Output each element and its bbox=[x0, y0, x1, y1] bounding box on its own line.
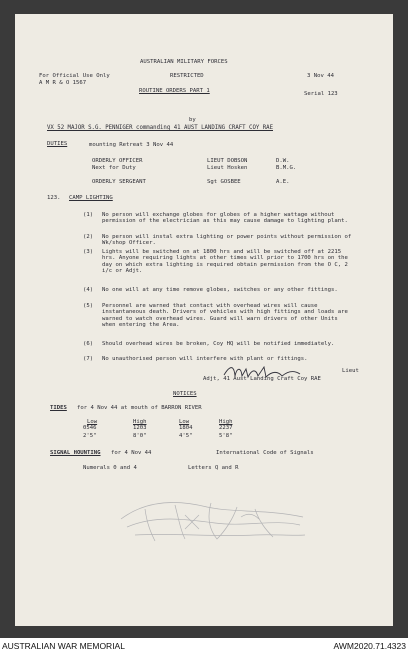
tide-height: 5'8" bbox=[219, 433, 233, 439]
item-number: (5) bbox=[83, 303, 94, 309]
tide-column-head: Low bbox=[87, 419, 98, 425]
faint-stamp-scribble bbox=[115, 489, 310, 549]
tide-height: 8'0" bbox=[133, 433, 147, 439]
duty-unit: D.W. bbox=[276, 158, 290, 164]
signal-letters: Letters Q and R bbox=[188, 465, 239, 471]
footer-institution: AUSTRALIAN WAR MEMORIAL bbox=[2, 641, 125, 651]
routine-orders-title: ROUTINE ORDERS PART 1 bbox=[139, 88, 210, 94]
duty-name: Lieut Hosken bbox=[207, 165, 248, 171]
duty-role: Next for Duty bbox=[92, 165, 136, 171]
duty-name: LIEUT DOBSON bbox=[207, 158, 248, 164]
signal-label: SIGNAL HOUNTING bbox=[50, 450, 101, 456]
item-number: (4) bbox=[83, 287, 94, 293]
signature-line: Adjt, 41 Aust Landing Craft Coy RAE bbox=[203, 376, 321, 382]
duties-heading: DUTIES bbox=[47, 141, 68, 147]
lighting-rule: No unauthorised person will interfere with plant or fittings. bbox=[102, 356, 308, 362]
lighting-rule: Should overhead wires be broken, Coy HQ will be notified immediately. bbox=[102, 341, 335, 347]
item-number: (7) bbox=[83, 356, 94, 362]
lighting-rule: Lights will be switched on at 1800 hrs and will be switched off at 2215 hrs. Anyone requiring lights at other times will prior to 1700 hrs on the day on which extra lighting is required obtain permission from the O C, 2 i/c or Adjt. bbox=[102, 249, 348, 275]
order-date: 3 Nov 44 bbox=[307, 73, 334, 79]
duty-name: Sgt GOSBEE bbox=[207, 179, 241, 185]
item-number: (1) bbox=[83, 212, 94, 218]
duty-unit: A.E. bbox=[276, 179, 290, 185]
notices-heading: NOTICES bbox=[173, 391, 197, 397]
lighting-rule: No one will at any time remove globes, switches or any other fittings. bbox=[102, 287, 338, 293]
commander-line: VX 52 MAJOR S.G. PENNIGER commanding 41 AUST LANDING CRAFT COY RAE bbox=[47, 125, 273, 131]
lighting-rule: Personnel are warned that contact with overhead wires will cause instantaneous death. Drivers of vehicles with high fittings and loads are warned to watch overhead wires. Guard will warn drivers of other Units when entering the Area. bbox=[102, 303, 348, 329]
tide-height: 2'5" bbox=[83, 433, 97, 439]
tide-column-head: High bbox=[219, 419, 233, 425]
tides-label: TIDES bbox=[50, 405, 67, 411]
duty-unit: B.M.G. bbox=[276, 165, 297, 171]
signal-numerals: Numerals 0 and 4 bbox=[83, 465, 137, 471]
tides-text: for 4 Nov 44 at mouth of BARRON RIVER bbox=[77, 405, 202, 411]
lighting-rule: No person will exchange globes for globes of a higher wattage without permission of the electrician as this may cause damage to lighting plant. bbox=[102, 212, 348, 225]
item-number: (3) bbox=[83, 249, 94, 255]
signature-rank: Lieut bbox=[342, 368, 359, 374]
official-use: For Official Use Only bbox=[39, 73, 110, 79]
duties-mounting: mounting Retreat 3 Nov 44 bbox=[89, 142, 174, 148]
item-number: (2) bbox=[83, 234, 94, 240]
item-number: (6) bbox=[83, 341, 94, 347]
tide-column-head: High bbox=[133, 419, 147, 425]
doc-title: AUSTRALIAN MILITARY FORCES bbox=[140, 59, 228, 65]
tide-column-head: Low bbox=[179, 419, 190, 425]
document-page bbox=[15, 14, 393, 626]
footer-accession-number: AWM2020.71.4323 bbox=[333, 641, 406, 651]
amr-ref: A M R & O 1567 bbox=[39, 80, 87, 86]
duty-role: ORDERLY OFFICER bbox=[92, 158, 143, 164]
signal-code: International Code of Signals bbox=[216, 450, 314, 456]
archive-footer bbox=[0, 638, 408, 653]
by-label: by bbox=[189, 117, 196, 123]
duty-role: ORDERLY SERGEANT bbox=[92, 179, 146, 185]
serial-number: Serial 123 bbox=[304, 91, 338, 97]
signal-date: for 4 Nov 44 bbox=[111, 450, 152, 456]
tide-height: 4'5" bbox=[179, 433, 193, 439]
lighting-rule: No person will instal extra lighting or power points without permission of Wk/shop Officer. bbox=[102, 234, 352, 247]
tide-time: 1203 bbox=[133, 425, 147, 431]
tide-time: 0546 bbox=[83, 425, 97, 431]
camp-lighting-heading: CAMP LIGHTING bbox=[69, 195, 113, 201]
tide-time: 1804 bbox=[179, 425, 193, 431]
section-number: 123. bbox=[47, 195, 61, 201]
tide-time: 2237 bbox=[219, 425, 233, 431]
restricted-label: RESTRICTED bbox=[170, 73, 204, 79]
